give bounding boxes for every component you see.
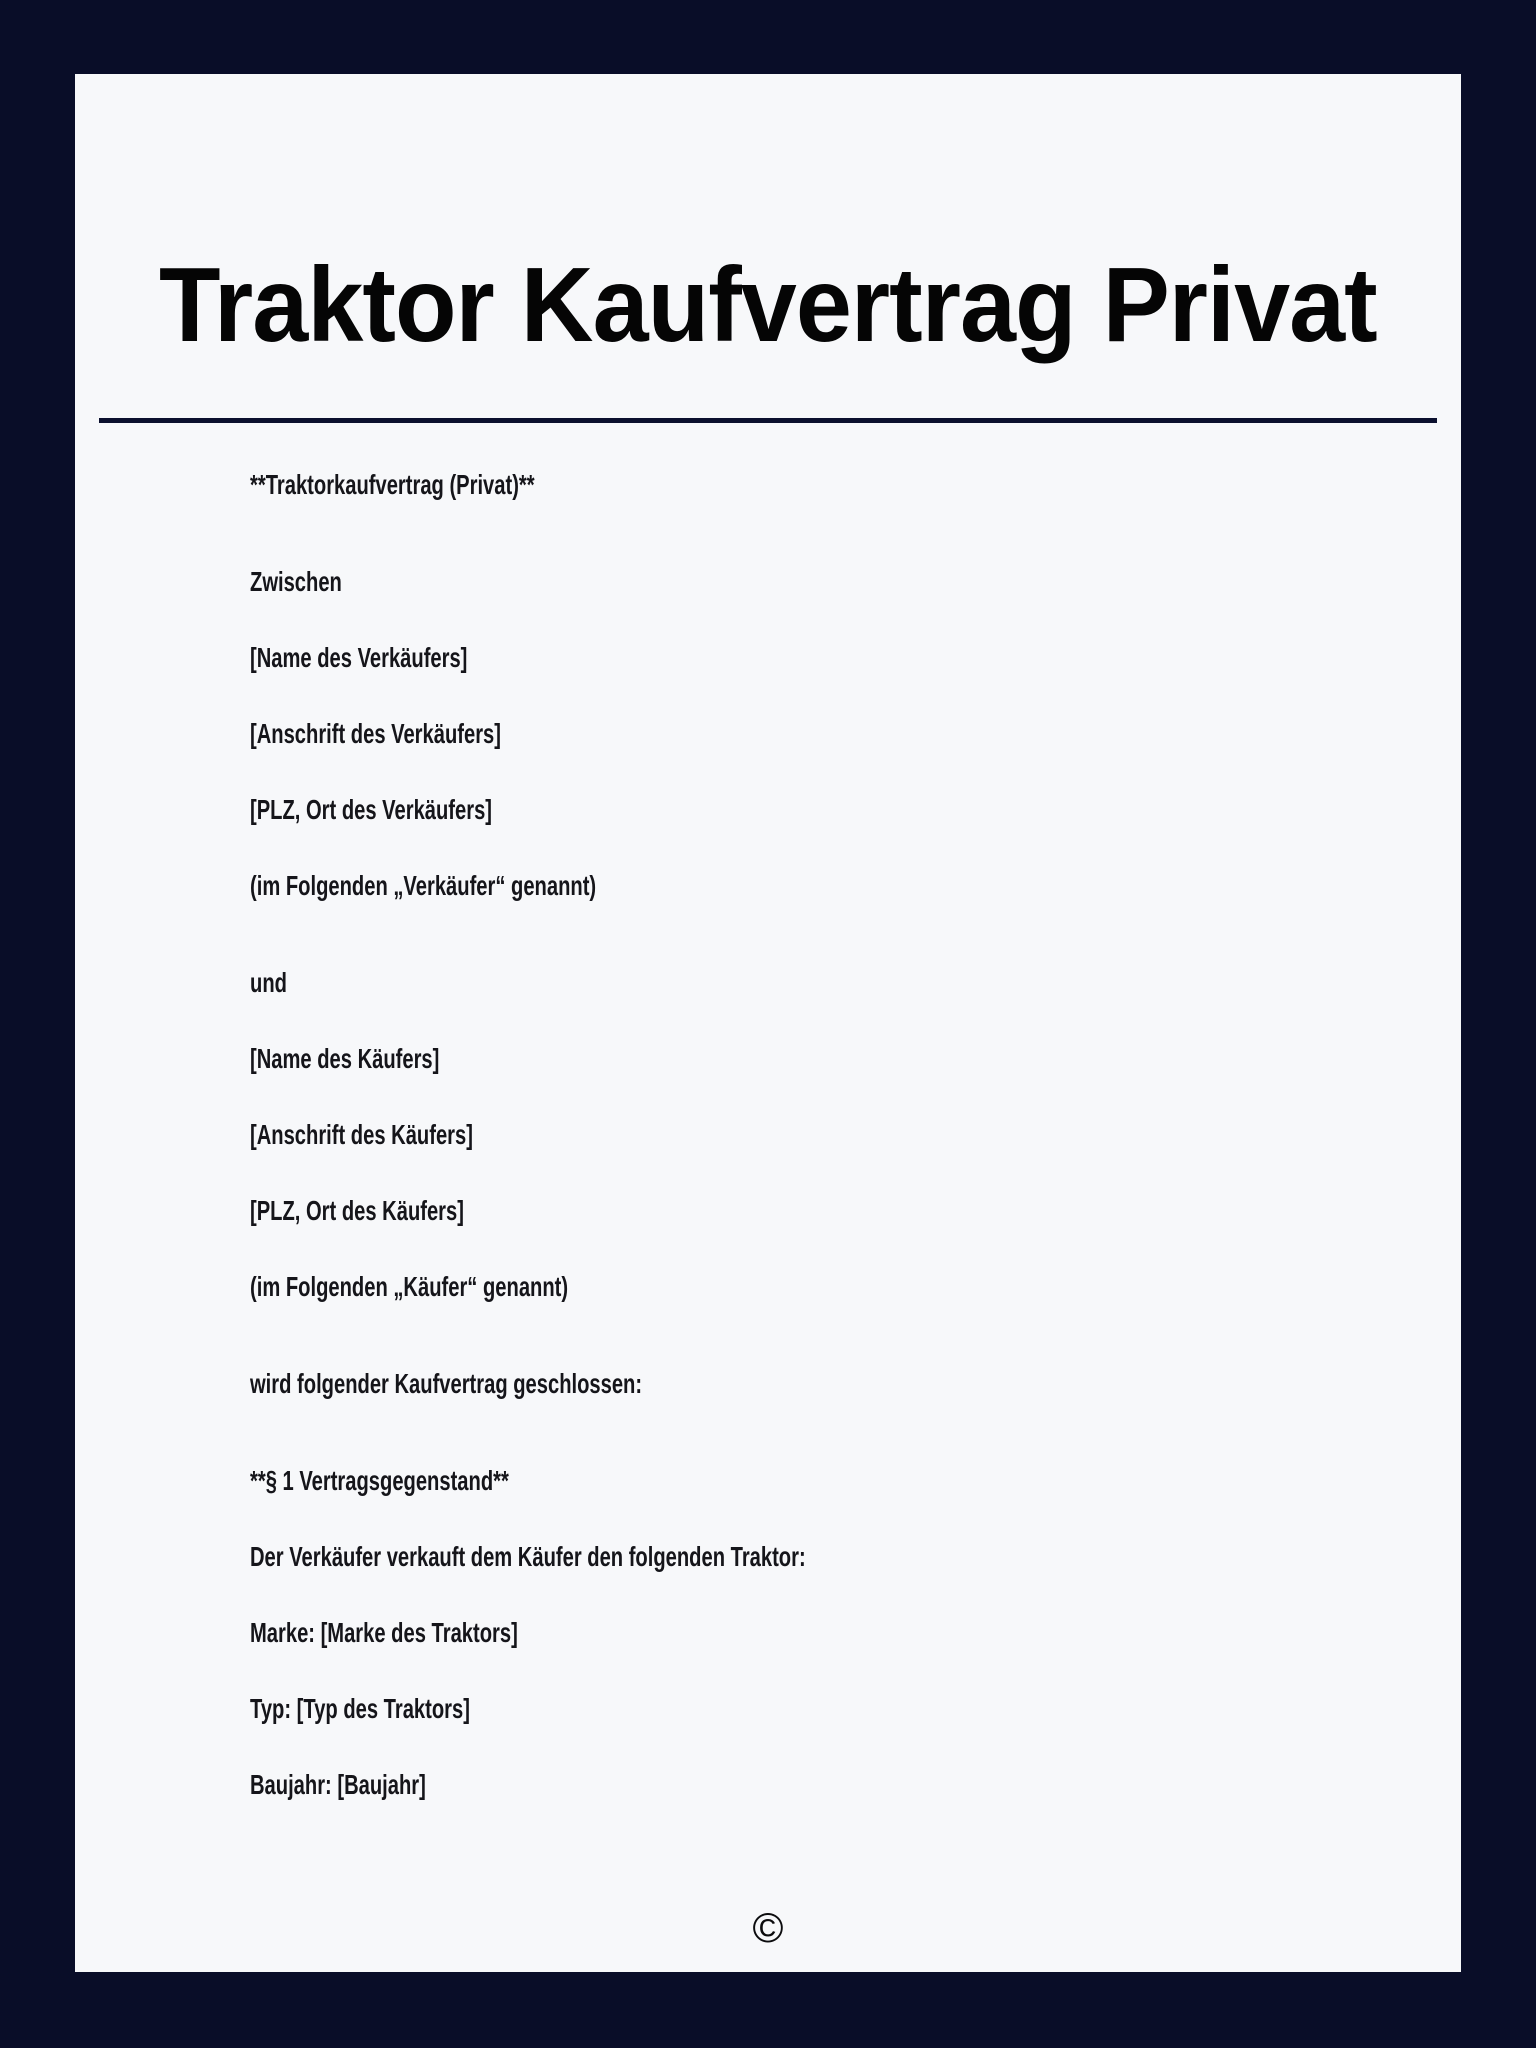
document-line: wird folgender Kaufvertrag geschlossen: [250, 1368, 643, 1399]
document-line: [Anschrift des Verkäufers] [250, 718, 501, 749]
document-line: Marke: [Marke des Traktors] [250, 1617, 518, 1648]
page-title-text: Traktor Kaufvertrag Privat [159, 246, 1377, 364]
document-line: **§ 1 Vertragsgegenstand** [250, 1465, 509, 1496]
document-page [75, 74, 1461, 1972]
document-line: [Name des Verkäufers] [250, 642, 468, 673]
document-line: [Anschrift des Käufers] [250, 1119, 473, 1150]
page-title [99, 246, 1437, 364]
document-line: Baujahr: [Baujahr] [250, 1769, 426, 1800]
document-line: [PLZ, Ort des Verkäufers] [250, 794, 492, 825]
document-line: Zwischen [250, 566, 342, 597]
document-line: (im Folgenden „Käufer“ genannt) [250, 1271, 569, 1302]
copyright-icon: © [752, 1904, 784, 1951]
document-line: **Traktorkaufvertrag (Privat)** [250, 469, 535, 500]
title-divider [99, 418, 1437, 423]
document-body [250, 470, 1437, 1800]
document-line: (im Folgenden „Verkäufer“ genannt) [250, 870, 597, 901]
document-line: [PLZ, Ort des Käufers] [250, 1195, 464, 1226]
document-line: [Name des Käufers] [250, 1043, 440, 1074]
document-line: Der Verkäufer verkauft dem Käufer den folgenden Traktor: [250, 1541, 806, 1572]
document-line: und [250, 967, 287, 998]
document-line: Typ: [Typ des Traktors] [250, 1693, 470, 1724]
